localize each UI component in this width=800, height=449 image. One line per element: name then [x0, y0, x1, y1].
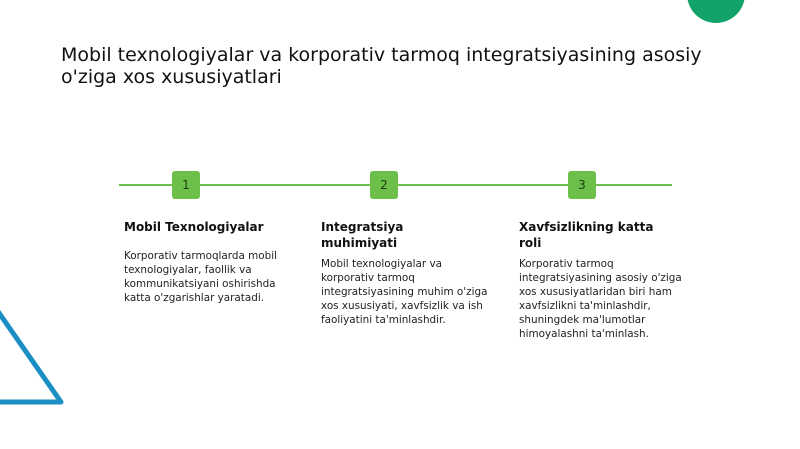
column-heading: Xavfsizlikning katta roli [519, 220, 654, 250]
step-marker-2: 2 [370, 171, 398, 199]
timeline-column-3 [519, 219, 691, 341]
slide-title: Mobil texnologiyalar va korporativ tarmoq integratsiyasining asosiy o'ziga xos xususiyatlari [61, 44, 702, 88]
column-body: Korporativ tarmoq integratsiyasining asosiy o'ziga xos xususiyatlaridan biri ham xavfsizlikni ta'minlashdir, shuningdek ma'lumotlar himoyalashni ta'minlash. [519, 258, 682, 340]
step-marker-3: 3 [568, 171, 596, 199]
column-heading: Integratsiya muhimiyati [321, 220, 404, 250]
decorative-circle [687, 0, 745, 23]
decorative-triangle [0, 280, 70, 410]
timeline-column-2 [321, 219, 491, 327]
column-body: Korporativ tarmoqlarda mobil texnologiyalar, faollik va kommunikatsiyani oshirishda katta o'zgarishlar yaratadi. [124, 250, 277, 304]
column-heading: Mobil Texnologiyalar [124, 220, 264, 234]
step-marker-1: 1 [172, 171, 200, 199]
timeline-column-1 [124, 219, 296, 305]
column-body: Mobil texnologiyalar va korporativ tarmoq integratsiyasining muhim o'ziga xos xususiyati, xavfsizlik va ish faoliyatini ta'minlashdir. [321, 258, 488, 326]
